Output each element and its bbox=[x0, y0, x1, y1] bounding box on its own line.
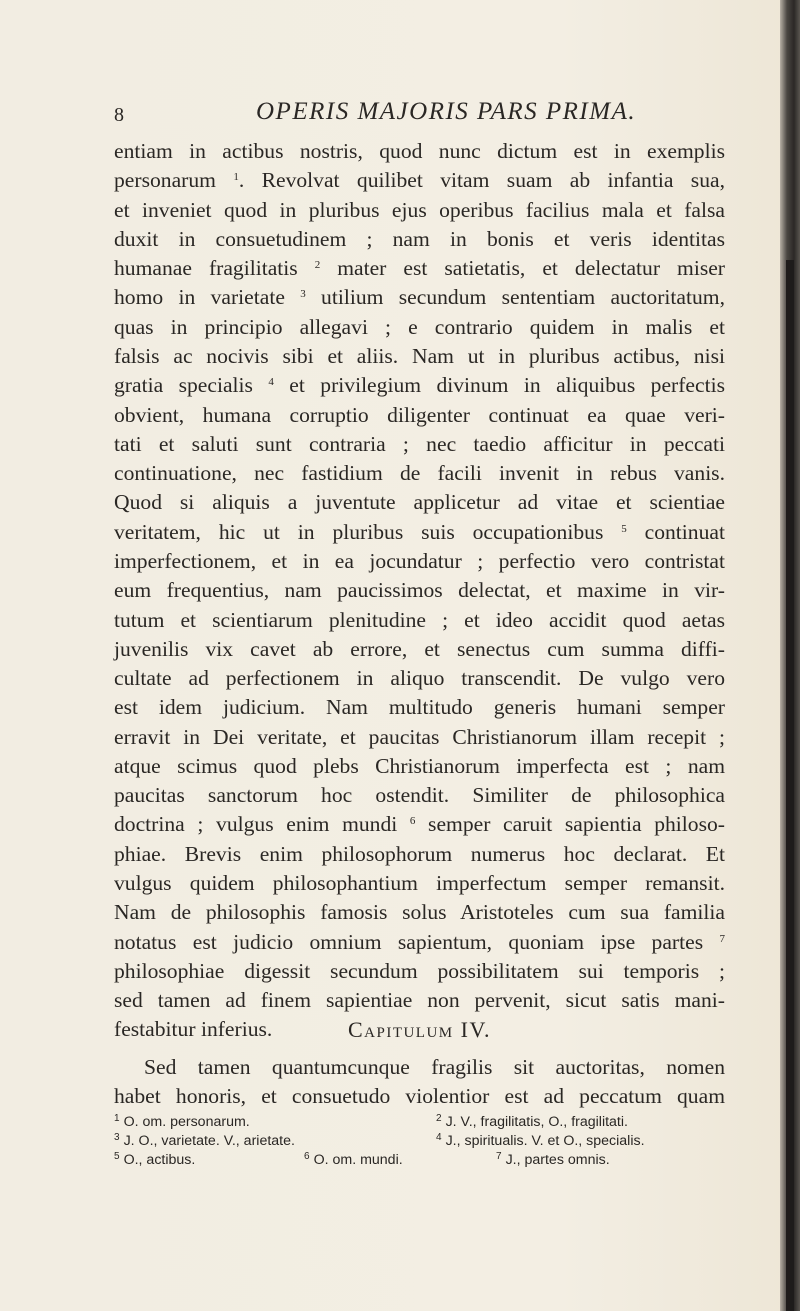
body-line: sed tamen ad finem sapientiae non pervenit, sicut satis mani- bbox=[114, 988, 725, 1013]
footnotes bbox=[114, 1113, 734, 1170]
body-line: vulgus quidem philosophantium imperfectum semper remansit. bbox=[114, 871, 725, 896]
body-line: et inveniet quod in pluribus ejus operibus facilius mala et falsa bbox=[114, 197, 725, 222]
body-line: falsis ac nocivis sibi et aliis. Nam ut in pluribus actibus, nisi bbox=[114, 343, 725, 368]
running-head: OPERIS MAJORIS PARS PRIMA. bbox=[256, 98, 637, 125]
body-line: philosophiae digessit secundum possibilitatem sui temporis ; bbox=[114, 958, 725, 983]
body-line: gratia specialis $^4$ et privilegium divinum in aliquibus perfectis bbox=[114, 373, 725, 398]
chapter-line: habet honoris, et consuetudo violentior est ad peccatum quam bbox=[114, 1084, 725, 1109]
body-line: imperfectionem, et in ea jocundatur ; perfectio vero contristat bbox=[114, 548, 725, 573]
body-line: Nam de philosophis famosis solus Aristoteles cum sua familia bbox=[114, 900, 725, 925]
footnote-1: $^1$ O. om. personarum. bbox=[114, 1113, 250, 1130]
footnote-ref: 4 bbox=[268, 376, 274, 389]
body-line: erravit in Dei veritate, et paucitas Christianorum illam recepit ; bbox=[114, 724, 725, 749]
body-line: notatus est judicio omnium sapientum, quoniam ipse partes $^7$ bbox=[114, 929, 725, 954]
body-line: duxit in consuetudinem ; nam in bonis et veris identitas bbox=[114, 226, 725, 251]
body-line: Quod si aliquis a juventute applicetur ad vitae et scientiae bbox=[114, 490, 725, 515]
footnote-7: $^7$ J., partes omnis. bbox=[496, 1151, 610, 1168]
chapter-line: Sed tamen quantumcunque fragilis sit auctoritas, nomen bbox=[144, 1055, 725, 1079]
footnote-ref: 7 bbox=[719, 932, 725, 945]
chapter-heading: Capitulum IV. bbox=[347, 1017, 492, 1042]
body-line: obvient, humana corruptio diligenter continuat ea quae veri- bbox=[114, 402, 725, 427]
body-line: doctrina ; vulgus enim mundi $^6$ semper caruit sapientia philoso- bbox=[114, 812, 725, 837]
footnote-ref: 2 bbox=[314, 259, 321, 272]
footnote-ref: 1 bbox=[233, 171, 239, 184]
page-header bbox=[0, 96, 800, 136]
footnote-5: $^5$ O., actibus. bbox=[114, 1151, 196, 1168]
footnote-2: $^2$ J. V., fragilitatis, O., fragilitati. bbox=[436, 1113, 628, 1130]
body-line: juvenilis vix cavet ab errore, et senectus cum summa diffi- bbox=[114, 636, 725, 661]
body-line: entiam in actibus nostris, quod nunc dictum est in exemplis bbox=[114, 139, 725, 163]
body-line: continuatione, nec fastidium de facili invenit in rebus vanis. bbox=[114, 461, 725, 486]
footnote-ref: 5 bbox=[621, 522, 627, 535]
body-line: paucitas sanctorum hoc ostendit. Similiter de philosophica bbox=[114, 783, 725, 808]
body-line: personarum $^1$. Revolvat quilibet vitam suam ab infantia sua, bbox=[114, 168, 725, 193]
page-number: 8 bbox=[114, 104, 124, 126]
chapter-text-block bbox=[114, 1053, 725, 1112]
footnote-ref: 6 bbox=[409, 815, 416, 828]
body-line: tutum et scientiarum plenitudine ; et ideo accidit quod aetas bbox=[114, 607, 725, 632]
footnote-row bbox=[114, 1151, 734, 1170]
body-line: tati et saluti sunt contraria ; nec taedio afficitur in peccati bbox=[114, 431, 725, 456]
footnote-row bbox=[114, 1113, 734, 1132]
body-line: atque scimus quod plebs Christianorum imperfecta est ; nam bbox=[114, 753, 725, 778]
footnote-6: $^6$ O. om. mundi. bbox=[304, 1151, 403, 1168]
body-line: humanae fragilitatis $^2$ mater est satietatis, et delectatur miser bbox=[114, 256, 726, 281]
body-line: festabitur inferius. bbox=[114, 1017, 273, 1042]
body-line: est idem judicium. Nam multitudo generis humani semper bbox=[114, 695, 725, 720]
body-line: eum frequentius, nam paucissimos delectat, et maxime in vir- bbox=[114, 578, 725, 603]
body-line: cultate ad perfectionem in aliquo transcendit. De vulgo vero bbox=[114, 666, 725, 691]
main-text-block bbox=[114, 137, 725, 1045]
footnote-row bbox=[114, 1132, 734, 1151]
footnote-ref: 3 bbox=[300, 288, 306, 301]
binding-edge bbox=[786, 260, 794, 1311]
body-line: veritatem, hic ut in pluribus suis occupationibus $^5$ continuat bbox=[114, 519, 725, 544]
footnote-4: $^4$ J., spiritualis. V. et O., specialis. bbox=[436, 1132, 645, 1149]
footnote-3: $^3$ J. O., varietate. V., arietate. bbox=[114, 1132, 295, 1149]
body-line: quas in principio allegavi ; e contrario quidem in malis et bbox=[114, 314, 725, 339]
body-line: homo in varietate $^3$ utilium secundum sententiam auctoritatum, bbox=[114, 285, 725, 310]
body-line: phiae. Brevis enim philosophorum numerus hoc declarat. Et bbox=[114, 841, 725, 866]
